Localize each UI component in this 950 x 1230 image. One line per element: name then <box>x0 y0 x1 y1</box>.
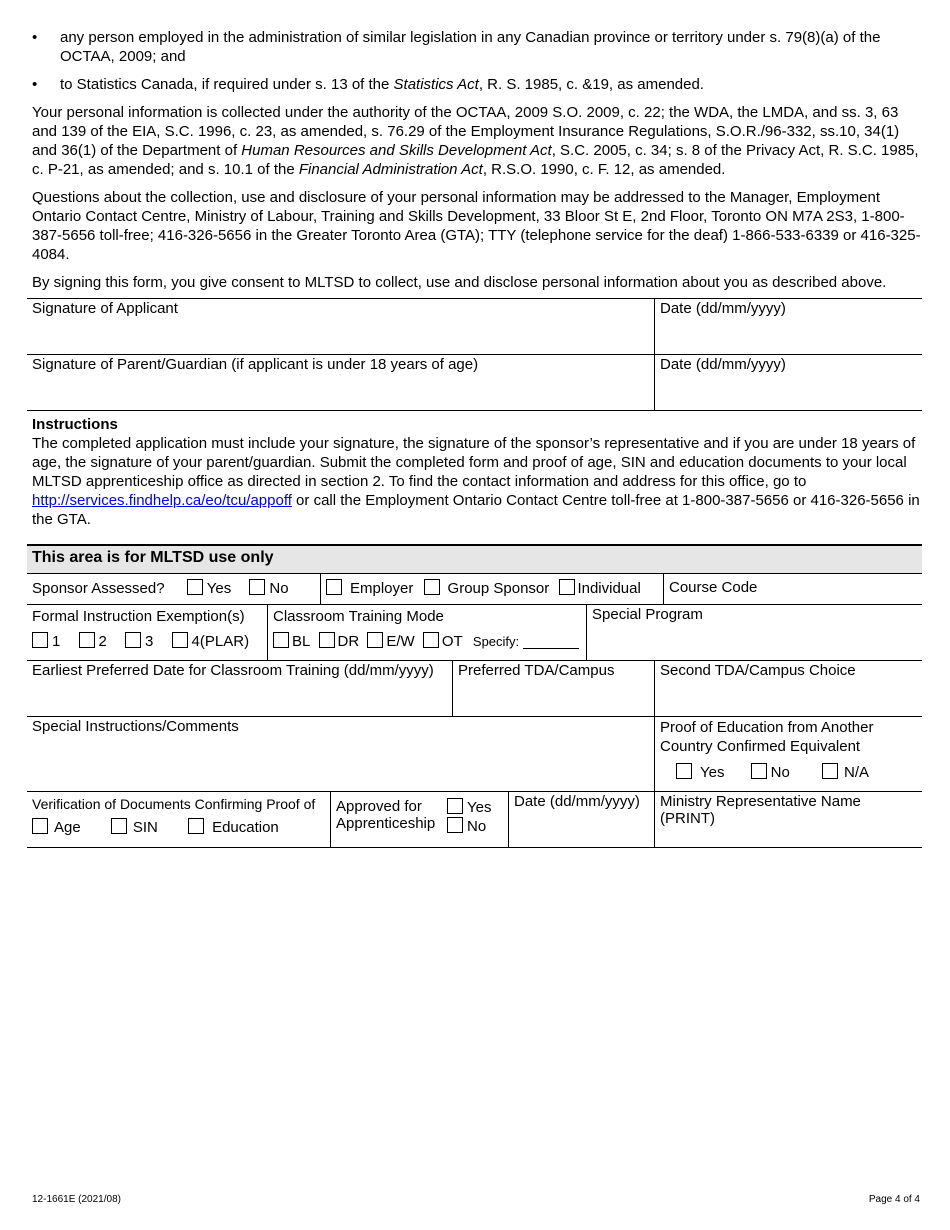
sponsor-type <box>320 574 663 604</box>
guardian-signature-field[interactable]: Signature of Parent/Guardian (if applicant is under 18 years of age) <box>32 356 479 373</box>
exemption-1-checkbox[interactable]: 1 <box>32 633 60 650</box>
sponsor-group-checkbox[interactable]: Group Sponsor <box>424 580 550 597</box>
second-tda-field[interactable]: Second TDA/Campus Choice <box>654 661 922 716</box>
verify-education-checkbox[interactable]: Education <box>188 819 279 836</box>
special-program-field[interactable]: Special Program <box>586 605 922 660</box>
instruction-exemptions: Formal Instruction Exemption(s) 1 2 3 4(PLAR) <box>32 608 250 650</box>
list-item: • any person employed in the administration of similar legislation in any Canadian province or territory under s. 79(8)(a) of the OCTAA, 2009; and <box>32 29 881 65</box>
applicant-signature-row <box>27 298 922 354</box>
earliest-date-field[interactable]: Earliest Preferred Date for Classroom Training (dd/mm/yyyy) <box>32 662 434 679</box>
exemption-3-checkbox[interactable]: 3 <box>125 633 153 650</box>
sponsor-employer-checkbox[interactable]: Employer <box>326 580 413 597</box>
preferred-tda-field[interactable]: Preferred TDA/Campus <box>452 661 654 716</box>
proof-edu-yes-checkbox[interactable]: Yes <box>676 764 724 781</box>
course-code-field[interactable]: Course Code <box>663 574 922 604</box>
document-body <box>32 28 922 529</box>
list-item: • to Statistics Canada, if required under s. 13 of the Statistics Act, R. S. 1985, c. &19, as amended. <box>32 76 704 93</box>
applicant-date-field[interactable]: Date (dd/mm/yyyy) <box>654 299 922 354</box>
mode-dr-checkbox[interactable]: DR <box>319 633 360 650</box>
questions-paragraph: Questions about the collection, use and disclosure of your personal information may be addressed to the Manager, Employment Ontario Contact Centre, Ministry of Labour, Training and Skills Development, 33 Bloor St E, 2nd Floor, Toronto ON M7A 2S3, 1-800-387-5656 toll-free; 416-326-5656 in the Greater Toronto Area (GTA); TTY (telephone service for the deaf) 1-866-533-6339 or 416-325-4084. <box>32 189 921 263</box>
instructions: Instructions The completed application must include your signature, the signature of the sponsor’s representative and if you are under 18 years of age, the signature of your parent/guardian. Submit the completed form and proof of age, SIN and education documents to your local MLTSD apprenticeship office as directed in section 2. To find the contact information and address for this office, go to http://services.findhelp.ca/eo/tcu/appoff or call the Employment Ontario Contact Centre toll-free at 1-800-387-5656 or 416-326-5656 in the GTA. <box>32 416 922 529</box>
office-use-header: This area is for MLTSD use only <box>27 544 922 574</box>
disclosure-list <box>32 28 922 94</box>
sponsor-assessed-no[interactable]: No <box>249 580 288 597</box>
instructions-heading: Instructions <box>32 416 118 433</box>
applicant-signature-field[interactable]: Signature of Applicant <box>32 300 178 317</box>
consent-paragraph: By signing this form, you give consent to MLTSD to collect, use and disclose personal information about you as described above. <box>32 274 887 291</box>
mode-ew-checkbox[interactable]: E/W <box>367 633 414 650</box>
proof-edu-na-checkbox[interactable]: N/A <box>822 764 869 781</box>
classroom-training-mode: Classroom Training Mode BL DR E/W OT Specify: <box>267 605 586 660</box>
ministry-rep-name-field[interactable]: Ministry Representative Name (PRINT) <box>654 792 922 847</box>
sponsor-assessed-yes[interactable]: Yes <box>187 580 231 597</box>
guardian-signature-row <box>27 354 922 411</box>
mode-bl-checkbox[interactable]: BL <box>273 633 310 650</box>
authority-paragraph: Your personal information is collected under the authority of the OCTAA, 2009 S.O. 2009, c. 22; the WDA, the LMDA, and ss. 3, 63 and 139 of the EIA, S.C. 1996, c. 23, as amended, s. 76.29 of the Employment Insurance Regulations, S.O.R./96-332, ss.10, 34(1) and 36(1) of the Department of Human Resources and Skills Development Act, S.C. 2005, c. 34; s. 8 of the Privacy Act, R. S.C. 1985, c. P-21, as amended; and s. 10.1 of the Financial Administration Act, R.S.O. 1990, c. F. 12, as amended. <box>32 104 919 178</box>
verify-sin-checkbox[interactable]: SIN <box>111 819 158 836</box>
approved-for-apprenticeship: Approved for Apprenticeship Yes No <box>330 792 508 847</box>
mode-ot-checkbox[interactable]: OT <box>423 633 463 650</box>
document-verification: Verification of Documents Confirming Proof of Age SIN Education <box>32 796 316 836</box>
approved-yes-checkbox[interactable]: Yes <box>447 798 491 816</box>
appoff-link[interactable]: http://services.findhelp.ca/eo/tcu/appoff <box>32 492 292 509</box>
approved-no-checkbox[interactable]: No <box>447 817 486 835</box>
proof-edu-no-checkbox[interactable]: No <box>751 764 790 781</box>
guardian-date-field[interactable]: Date (dd/mm/yyyy) <box>654 355 922 410</box>
form-id: 12-1661E (2021/08) <box>32 1194 121 1205</box>
sponsor-individual-checkbox[interactable]: Individual <box>559 580 640 597</box>
special-instructions-field[interactable]: Special Instructions/Comments <box>32 718 239 735</box>
specify-input[interactable] <box>523 634 579 649</box>
exemption-4-checkbox[interactable]: 4(PLAR) <box>172 633 250 650</box>
sponsor-assessed: Sponsor Assessed? Yes No <box>32 580 289 597</box>
exemption-2-checkbox[interactable]: 2 <box>79 633 107 650</box>
page-number: Page 4 of 4 <box>868 1194 920 1205</box>
proof-of-education: Proof of Education from Another Country Confirmed Equivalent Yes No N/A <box>654 717 922 791</box>
approval-date-field[interactable]: Date (dd/mm/yyyy) <box>508 792 654 847</box>
office-use-section <box>27 544 922 848</box>
verify-age-checkbox[interactable]: Age <box>32 819 81 836</box>
